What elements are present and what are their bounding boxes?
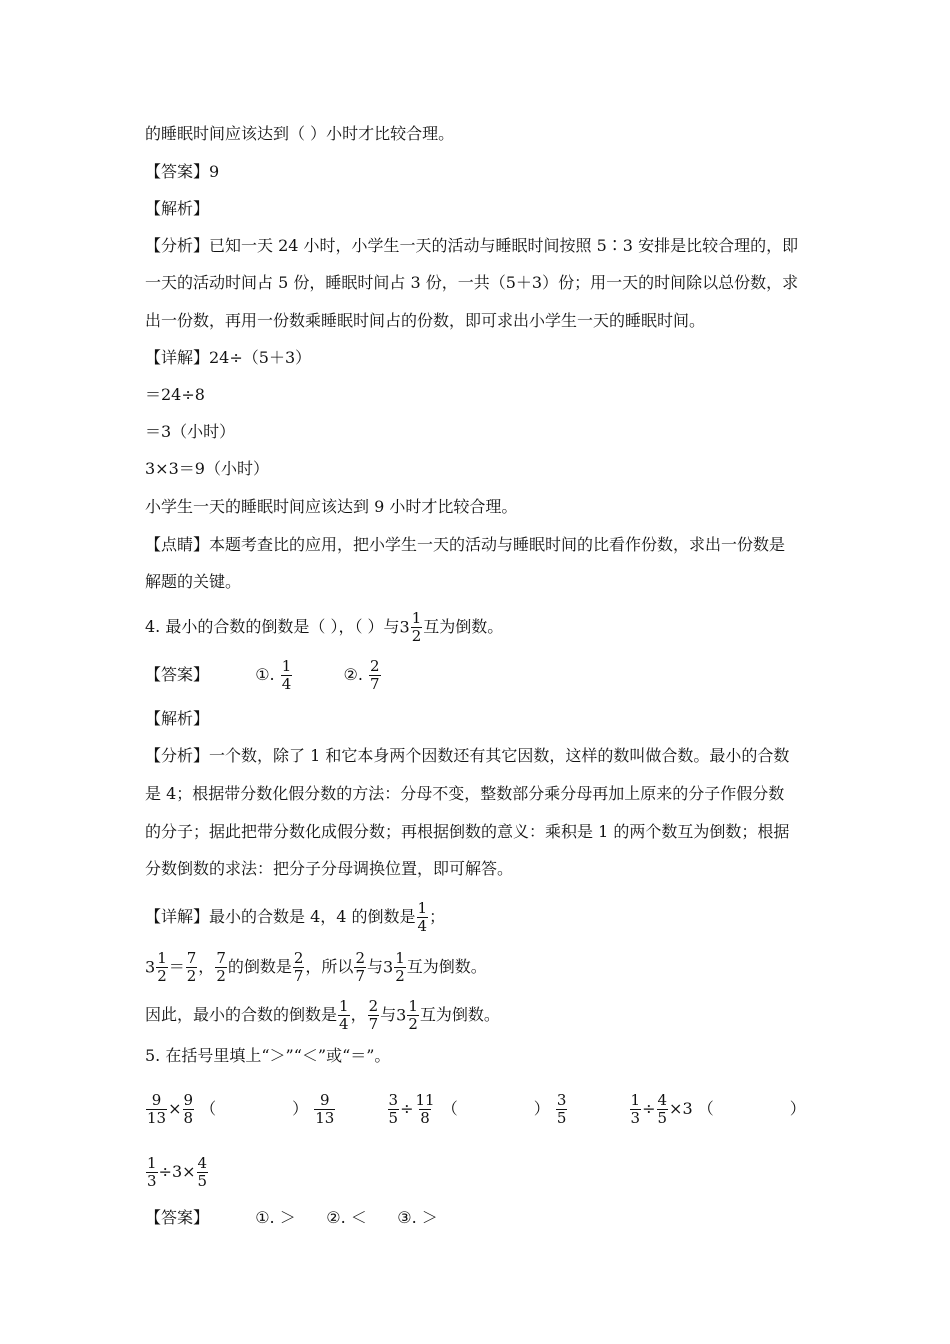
analysis-heading: 【解析】: [145, 199, 210, 218]
divide-sign: ÷: [642, 1099, 656, 1118]
mixed-int: 3: [396, 1005, 407, 1025]
text-line: 小学生一天的睡眠时间应该达到 9 小时才比较合理。: [145, 497, 518, 516]
divide-sign: ÷: [400, 1099, 414, 1118]
fraction: $\frac{1}{4}$: [417, 899, 428, 935]
mixed-int: 3: [399, 617, 410, 637]
detail-text: 与: [380, 1005, 397, 1024]
compare-row-cont: [145, 1155, 209, 1190]
blank-open: （: [697, 1099, 714, 1118]
fraction: $\frac{2}{7}$: [368, 997, 379, 1033]
number: 3: [682, 1099, 693, 1118]
detail-text: ，所以: [305, 957, 354, 976]
text-line: 的睡眠时间应该达到（ ）小时才比较合理。: [145, 124, 455, 143]
fraction: $\frac{2}{7}$: [293, 949, 304, 985]
text-line: 是 4；根据带分数化假分数的方法：分母不变，整数部分乘分母再加上原来的分子作假分数: [145, 784, 785, 803]
detail-line: [145, 900, 445, 935]
detail-text: 互为倒数。: [406, 957, 487, 976]
fraction: $\frac{4}{5}$: [197, 1154, 208, 1190]
times-sign: ×: [168, 1099, 182, 1118]
detail-text: ；: [429, 907, 446, 926]
text-line: 分数倒数的求法：把分子分母调换位置，即可解答。: [145, 859, 514, 878]
remark-line: 【点睛】本题考查比的应用，把小学生一天的活动与睡眠时间的比看作份数，求出一份数是: [145, 535, 786, 554]
blank-open: （: [441, 1099, 458, 1118]
question-4: [145, 610, 503, 645]
blank-close: ）: [533, 1099, 550, 1118]
compare-row: [145, 1092, 806, 1127]
fraction: $\frac{9}{8}$: [183, 1091, 194, 1127]
fraction: $\frac{1}{2}$: [395, 949, 405, 985]
text-line: 【分析】一个数，除了 1 和它本身两个因数还有其它因数，这样的数叫做合数。最小的合数: [145, 746, 790, 765]
answer-5: [145, 1208, 438, 1228]
calc-line: 3×3＝9（小时）: [145, 459, 269, 478]
detail-text: 【详解】最小的合数是 4，4 的倒数是: [145, 907, 416, 926]
blank-close: ）: [292, 1099, 309, 1118]
question-5: 5. 在括号里填上“＞”“＜”或“＝”。: [145, 1046, 391, 1065]
answer-line: 【答案】9: [145, 162, 220, 181]
fraction: $\frac{2}{7}$: [370, 657, 380, 693]
answer-index: ①.: [255, 665, 275, 684]
detail-text: 与: [366, 957, 383, 976]
fraction: $\frac{1}{3}$: [630, 1091, 641, 1127]
calc-line: ＝3（小时）: [145, 422, 236, 441]
question-4-text: 4. 最小的合数的倒数是（ ），（ ）与: [145, 617, 400, 636]
fraction: $\frac{1}{4}$: [281, 657, 292, 693]
fraction: $\frac{7}{2}$: [186, 949, 197, 985]
detail-line: [145, 950, 487, 985]
fraction: $\frac{1}{2}$: [157, 949, 167, 985]
answer-index: ②.: [343, 665, 363, 684]
fraction: $\frac{9}{13}$: [315, 1091, 335, 1127]
detail-text: ，: [350, 1005, 367, 1024]
answer-4: [145, 658, 382, 693]
detail-text: 互为倒数。: [419, 1005, 500, 1024]
mixed-int: 3: [145, 957, 156, 977]
detail-line: [145, 998, 500, 1033]
blank-close: ）: [789, 1099, 806, 1118]
detail-text: 的倒数是: [227, 957, 292, 976]
question-4-tail: 互为倒数。: [423, 617, 504, 636]
fraction: $\frac{3}{5}$: [556, 1091, 567, 1127]
text-line: 【分析】已知一天 24 小时，小学生一天的活动与睡眠时间按照 5∶3 安排是比较合理的，即: [145, 236, 799, 255]
divide-sign: ÷: [158, 1162, 172, 1181]
fraction: $\frac{4}{5}$: [657, 1091, 668, 1127]
analysis-heading: 【解析】: [145, 709, 210, 728]
fraction: $\frac{1}{3}$: [147, 1154, 157, 1190]
fraction: $\frac{1}{2}$: [408, 997, 418, 1033]
detail-text: 因此，最小的合数的倒数是: [145, 1005, 338, 1024]
fraction: $\frac{1}{2}$: [411, 609, 422, 645]
text-line: 解题的关键。: [145, 572, 242, 591]
text-line: 的分子；据此把带分数化成假分数；再根据倒数的意义：乘积是 1 的两个数互为倒数；根据: [145, 822, 790, 841]
fraction: $\frac{11}{8}$: [415, 1091, 435, 1127]
fraction: $\frac{7}{2}$: [216, 949, 226, 985]
fraction: $\frac{9}{13}$: [147, 1091, 167, 1127]
mixed-int: 3: [383, 957, 394, 977]
times-sign: ×: [669, 1099, 683, 1118]
answer-values: ①. ＞ ②. ＜ ③. ＞: [255, 1208, 438, 1227]
text-line: 出一份数，再用一份数乘睡眠时间占的份数，即可求出小学生一天的睡眠时间。: [145, 311, 706, 330]
number: 3: [171, 1162, 183, 1181]
fraction: $\frac{2}{7}$: [355, 949, 365, 985]
fraction: $\frac{1}{4}$: [339, 997, 349, 1033]
calc-line: ＝24÷8: [145, 385, 205, 404]
answer-label: 【答案】: [145, 1208, 210, 1227]
blank-open: （: [200, 1099, 217, 1118]
detail-text: ，: [198, 957, 215, 976]
text-line: 一天的活动时间占 5 份，睡眠时间占 3 份，一共（5＋3）份；用一天的时间除以总份数，求: [145, 273, 799, 292]
detail-text: ＝: [168, 957, 185, 976]
answer-label: 【答案】: [145, 665, 210, 684]
fraction: $\frac{3}{5}$: [388, 1091, 399, 1127]
detail-line: 【详解】24÷（5＋3）: [145, 348, 312, 367]
times-sign: ×: [182, 1162, 196, 1181]
